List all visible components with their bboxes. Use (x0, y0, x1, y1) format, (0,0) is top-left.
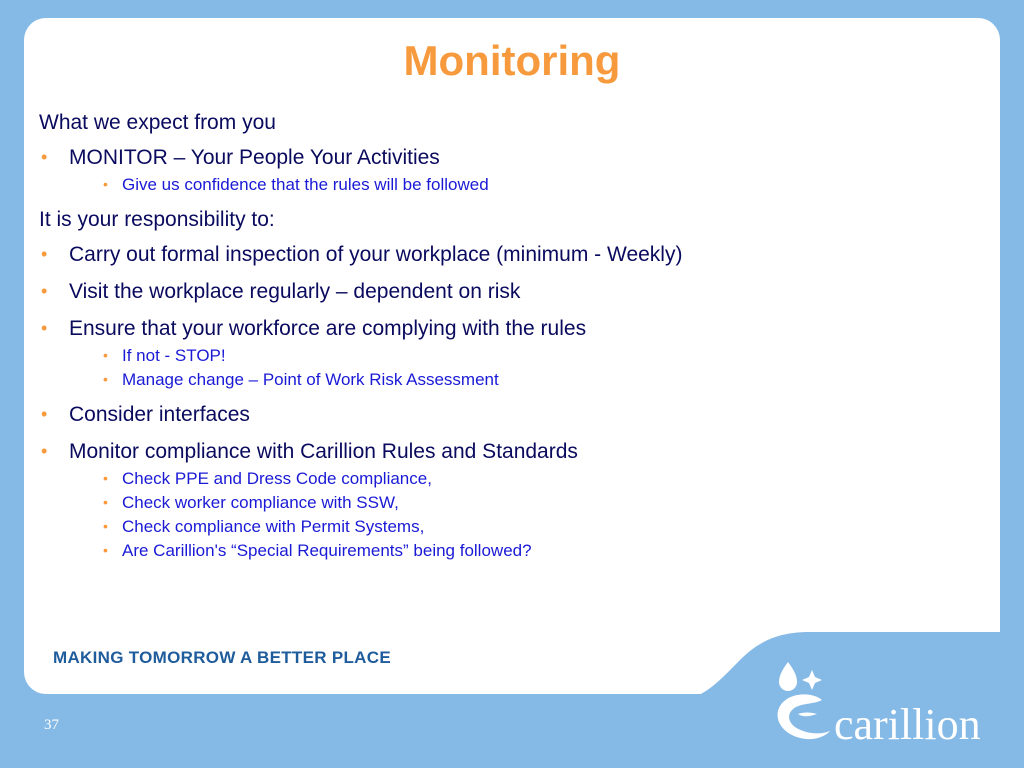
carillion-wordmark: carillion (834, 700, 981, 749)
list-item-text: Carry out formal inspection of your workplace (minimum - Weekly) (69, 243, 683, 266)
list-item-text: Consider interfaces (69, 403, 250, 426)
sub-bullet-icon: • (103, 371, 108, 387)
list-item-text: Ensure that your workforce are complying with the rules (69, 317, 587, 340)
bullet-icon: • (41, 244, 48, 264)
sub-list-item-text: Manage change – Point of Work Risk Assessment (122, 370, 499, 389)
intro-heading: What we expect from you (39, 111, 276, 134)
sub-list-item-text: If not - STOP! (122, 346, 226, 365)
sub-list-item-text: Give us confidence that the rules will be followed (122, 175, 489, 194)
sub-list-item-text: Check compliance with Permit Systems, (122, 517, 425, 536)
sub-list-item-text: Are Carillion's “Special Requirements” being followed? (122, 541, 532, 560)
sub-bullet-icon: • (103, 347, 108, 363)
list-item-text: Visit the workplace regularly – dependent on risk (69, 280, 521, 303)
bullet-icon: • (41, 281, 48, 301)
slide-title: Monitoring (403, 37, 621, 84)
bullet-icon: • (41, 441, 48, 461)
bullet-icon: • (41, 318, 48, 338)
sub-bullet-icon: • (103, 176, 108, 192)
sub-bullet-icon: • (103, 494, 108, 510)
bullet-icon: • (41, 404, 48, 424)
bullet-icon: • (41, 147, 48, 167)
list-item-text: Monitor compliance with Carillion Rules and Standards (69, 440, 578, 463)
sub-bullet-icon: • (103, 518, 108, 534)
sub-bullet-icon: • (103, 470, 108, 486)
sub-bullet-icon: • (103, 542, 108, 558)
list-item-text: MONITOR – Your People Your Activities (69, 146, 440, 169)
page-number: 37 (44, 717, 59, 733)
footer-tagline: MAKING TOMORROW A BETTER PLACE (53, 648, 391, 667)
carillion-logo-icon (770, 654, 836, 746)
sub-list-item-text: Check PPE and Dress Code compliance, (122, 469, 432, 488)
sub-list-item-text: Check worker compliance with SSW, (122, 493, 399, 512)
responsibility-heading: It is your responsibility to: (39, 208, 275, 231)
